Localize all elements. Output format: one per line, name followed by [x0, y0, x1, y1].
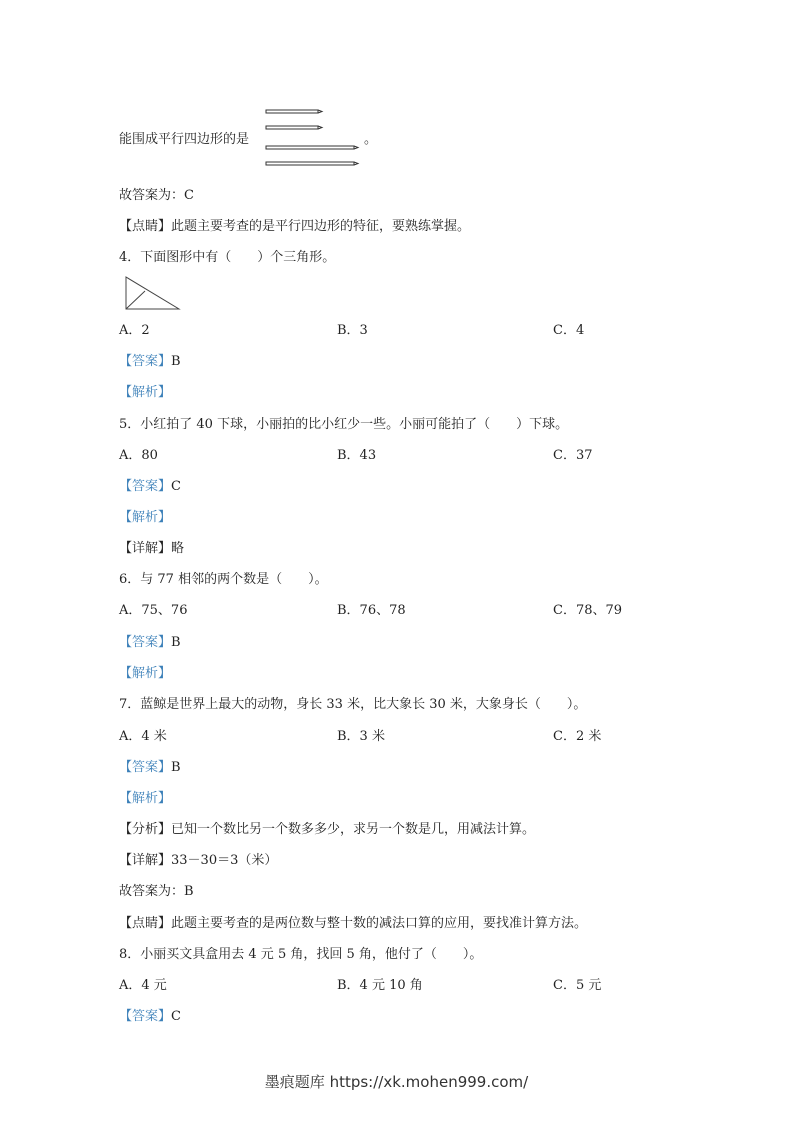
q7-analysis2-text: 已知一个数比另一个数多多少，求另一个数是几，用减法计算。 [171, 822, 536, 837]
q5-detail [119, 541, 184, 557]
q8-answer-value: C [171, 1009, 181, 1024]
q5-analysis-tag: 【解析】 [119, 510, 172, 525]
q8-answer [119, 1009, 181, 1025]
q7-analysis-tag: 【解析】 [119, 791, 172, 806]
tip-tag: 【点睛】 [119, 219, 172, 234]
q7-detail [119, 853, 277, 869]
q7-answer-tag: 【答案】 [119, 760, 172, 775]
q5-answer [119, 479, 181, 495]
q7-tip-text: 此题主要考查的是两位数与整十数的减法口算的应用，要找准计算方法。 [171, 916, 588, 931]
q4-answer-value: B [171, 354, 181, 369]
q4-option-a: A．2 [119, 323, 150, 338]
q4-analysis-tag: 【解析】 [119, 385, 172, 400]
q4-option-b: B．3 [337, 323, 368, 338]
sticks-figure [266, 108, 366, 170]
answer-summary: 故答案为：C [119, 188, 194, 203]
q7-tip-tag: 【点睛】 [119, 916, 172, 931]
q5-answer-value: C [171, 479, 181, 494]
intro-end: 。 [364, 132, 378, 147]
q7-detail-text: 33－30＝3（米） [171, 853, 278, 868]
q6-option-a: A．75、76 [119, 603, 188, 618]
question-8-stem: 8．小丽买文具盒用去 4 元 5 角，找回 5 角，他付了（ ）。 [119, 947, 483, 962]
q4-answer [119, 354, 181, 370]
question-6-stem: 6．与 77 相邻的两个数是（ ）。 [119, 572, 328, 587]
intro-line [119, 132, 249, 148]
q5-answer-tag: 【答案】 [119, 479, 172, 494]
footer-watermark: 墨痕题库 https://xk.mohen999.com/ [264, 1073, 529, 1091]
q5-option-c: C．37 [553, 448, 593, 463]
question-7-stem: 7．蓝鲸是世界上最大的动物，身长 33 米，比大象长 30 米，大象身长（ ）。 [119, 697, 587, 712]
q8-option-c: C．5 元 [553, 978, 602, 993]
question-4-stem: 4．下面图形中有（ ）个三角形。 [119, 250, 336, 265]
tip-line [119, 219, 470, 235]
q7-answer-value: B [171, 760, 181, 775]
q4-option-c: C．4 [553, 323, 585, 338]
q7-conclusion: 故答案为：B [119, 884, 194, 899]
q7-detail-tag: 【详解】 [119, 853, 172, 868]
q6-answer-tag: 【答案】 [119, 635, 172, 650]
q7-tip [119, 916, 587, 932]
q4-answer-tag: 【答案】 [119, 354, 172, 369]
q8-option-a: A．4 元 [119, 978, 167, 993]
q8-option-b: B．4 元 10 角 [337, 978, 423, 993]
triangle-figure [125, 276, 181, 312]
q8-answer-tag: 【答案】 [119, 1009, 172, 1024]
q5-option-a: A．80 [119, 448, 158, 463]
q6-answer-value: B [171, 635, 181, 650]
question-5-stem: 5．小红拍了 40 下球，小丽拍的比小红少一些。小丽可能拍了（ ）下球。 [119, 417, 569, 432]
q6-answer [119, 635, 181, 651]
tip-text: 此题主要考查的是平行四边形的特征，要熟练掌握。 [171, 219, 471, 234]
q7-option-a: A．4 米 [119, 729, 167, 744]
q6-analysis-tag: 【解析】 [119, 666, 172, 681]
q7-analysis2 [119, 822, 535, 838]
q7-analysis2-tag: 【分析】 [119, 822, 172, 837]
q6-option-b: B．76、78 [337, 603, 406, 618]
q7-option-c: C．2 米 [553, 729, 602, 744]
q5-option-b: B．43 [337, 448, 377, 463]
q5-detail-text: 略 [171, 541, 185, 556]
intro-text: 能围成平行四边形的是 [119, 132, 250, 147]
q7-answer [119, 760, 181, 776]
q5-detail-tag: 【详解】 [119, 541, 172, 556]
q6-option-c: C．78、79 [553, 603, 623, 618]
q7-option-b: B．3 米 [337, 729, 385, 744]
